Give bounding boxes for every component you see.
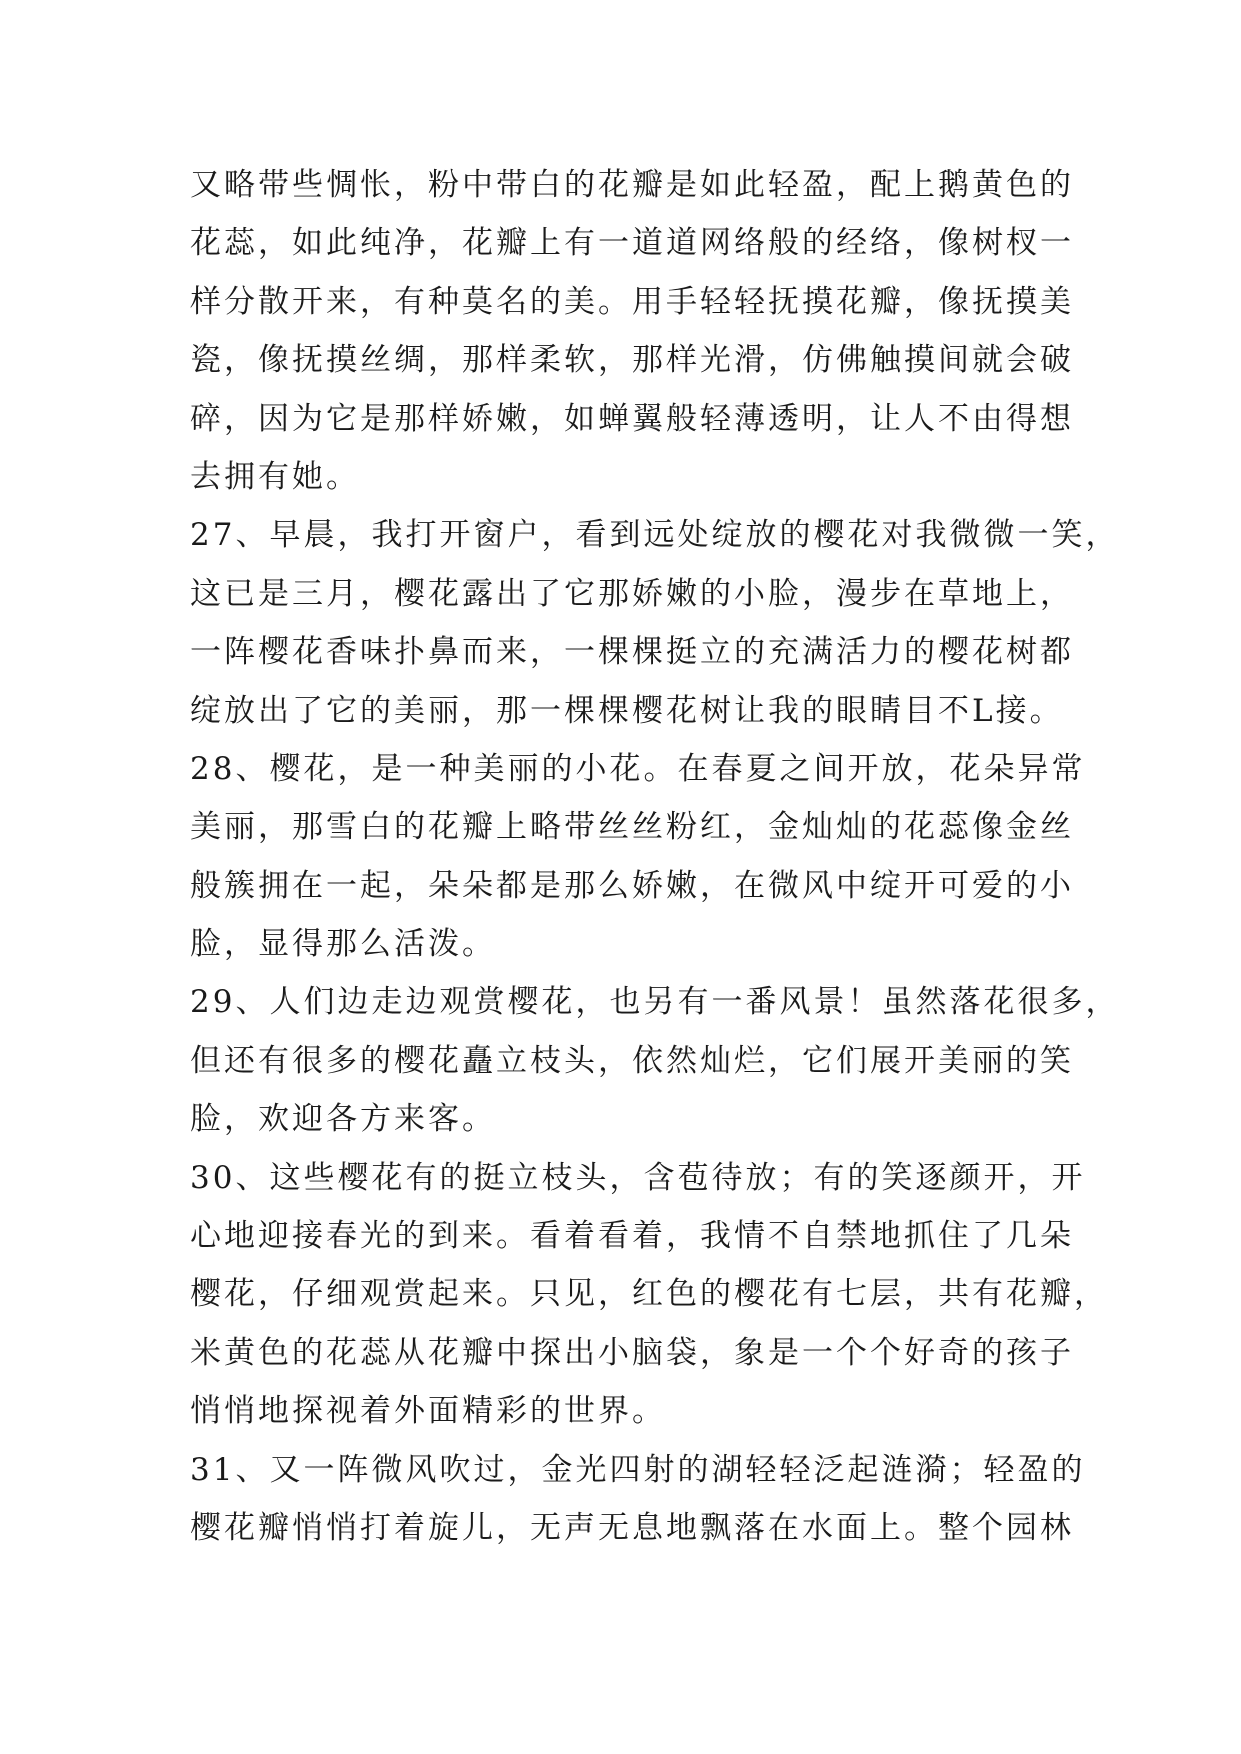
- text-line: 脸，欢迎各方来客。: [190, 1101, 496, 1138]
- text-line: 碎，因为它是那样娇嫩，如蝉翼般轻薄透明，让人不由得想: [190, 400, 1074, 437]
- text-line: 一阵樱花香味扑鼻而来，一棵棵挺立的充满活力的樱花树都: [190, 634, 1074, 671]
- text-line: 米黄色的花蕊从花瓣中探出小脑袋，象是一个个好奇的孩子: [190, 1334, 1074, 1371]
- text-line: 脸，显得那么活泼。: [190, 926, 496, 963]
- text-line: 样分散开来，有种莫名的美。用手轻轻抚摸花瓣，像抚摸美: [190, 283, 1074, 320]
- body-text: [190, 156, 1120, 1557]
- text-line: 美丽，那雪白的花瓣上略带丝丝粉红，金灿灿的花蕊像金丝: [190, 809, 1074, 846]
- text-line: 瓷，像抚摸丝绸，那样柔软，那样光滑，仿佛触摸间就会破: [190, 342, 1074, 379]
- text-line: 悄悄地探视着外面精彩的世界。: [190, 1393, 666, 1430]
- text-line: 去拥有她。: [190, 458, 360, 495]
- text-line: 27、早晨，我打开窗户，看到远处绽放的樱花对我微微一笑，: [190, 517, 1120, 554]
- text-line: 般簇拥在一起，朵朵都是那么娇嫩，在微风中绽开可爱的小: [190, 867, 1074, 904]
- text-line: 29、人们边走边观赏樱花，也另有一番风景！虽然落花很多，: [190, 984, 1120, 1021]
- text-line: 这已是三月，樱花露出了它那娇嫩的小脸，漫步在草地上，: [190, 575, 1074, 612]
- text-line: 花蕊，如此纯净，花瓣上有一道道网络般的经络，像树杈一: [190, 225, 1074, 262]
- text-line: 31、又一阵微风吹过，金光四射的湖轻轻泛起涟漪；轻盈的: [190, 1451, 1086, 1488]
- text-line: 樱花，仔细观赏起来。只见，红色的樱花有七层，共有花瓣，: [190, 1276, 1108, 1313]
- text-line: 28、樱花，是一种美丽的小花。在春夏之间开放，花朵异常: [190, 750, 1086, 787]
- text-line: 樱花瓣悄悄打着旋儿，无声无息地飘落在水面上。整个园林: [190, 1509, 1074, 1546]
- text-line: 绽放出了它的美丽，那一棵棵樱花树让我的眼睛目不L接。: [190, 692, 1064, 729]
- text-line: 但还有很多的樱花矗立枝头，依然灿烂，它们展开美丽的笑: [190, 1042, 1074, 1079]
- text-line: 心地迎接春光的到来。看着看着，我情不自禁地抓住了几朵: [190, 1218, 1074, 1255]
- text-line: 30、这些樱花有的挺立枝头，含苞待放；有的笑逐颜开，开: [190, 1159, 1086, 1196]
- text-line: 又略带些惆怅，粉中带白的花瓣是如此轻盈，配上鹅黄色的: [190, 167, 1074, 203]
